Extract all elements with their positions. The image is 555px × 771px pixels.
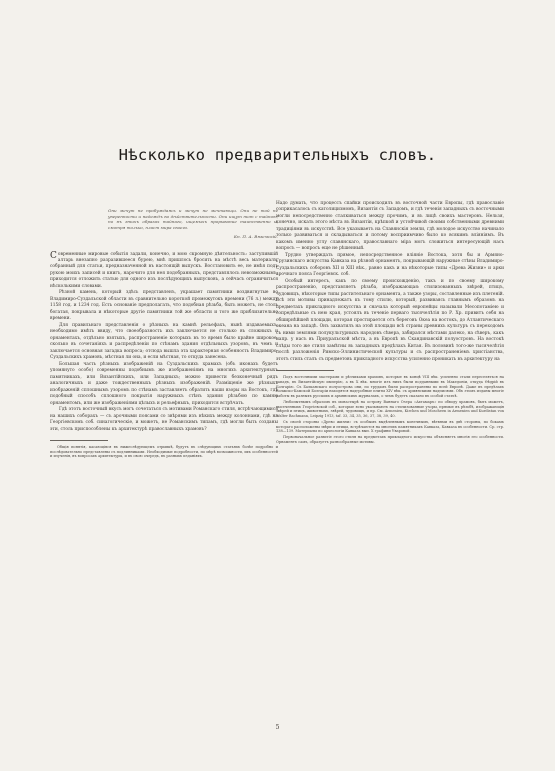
paragraph: Для правильнаго представленія о рѣзныхъ на камнѣ рельефахъ, нынѣ издаваемыхъ, необходимо имѣть ввиду, что своеобразность ихъ заключается не столько въ сложныхъ и орнаментахъ, отдѣльно взятыхъ, распространеніе которыхъ въ то время было крайне широкое, сколько въ сочетаніяхъ и распредѣленіи по стѣнамъ здания отдѣльныхъ узоровъ, въ чемъ и заключается основная загадка вопроса; отсюда вышла эта характерная особенность Владимиро-Суздальскихъ храмовъ, мѣстная ли она, и если мѣстная, то откуда занесена.: [50, 322, 278, 361]
footnote: Первоначальное развитіе этого стиля на предметахъ прикладного искусства объясняетъ многія его особенности. Орнаментъ самъ, образуетъ разнообразные мотивы.: [276, 435, 504, 444]
footnote: Любопытнымъ образомъ въ монастырѣ на острову Ваннаго Озера «Ахтамаръ» по обводу храмовъ, быть можетъ, высеченныхъ Георгіевской соб., которые ясно указываютъ на стилизованные узоры, прямые въ рѣзьбѣ, изображающія звѣрей и птицъ, животныхъ, звѣрей, чудовищъ, и пр. См. Armenien, Kirchen und Moscheen in Armenien und Kurdistan von Walter Bachmann, Leipzig 1913, taf. 33, 34, 35, 36, 37, 38, 39, 40.: [276, 399, 504, 418]
footnote: Подъ восточными мастерами и рѣзчиками храмовъ, которые въ концѣ VIII вѣк. усиленно стали переселяться на западъ, въ Византійскую имперію, а въ X вѣк. многіе изъ нихъ были подданными въ Македоніи, откуда Ѳѣдрій въ Болгарію. Съ Балканскаго полуострова они, по трудамъ были распространены по всей Европѣ. Даже въ предѣлахъ Волжско-Камской Болгаріи находятся надгробные плиты XIV вѣк. съ армянскими надписями. Объ этомъ изданы многіе работы въ разныхъ русскихъ и армянскихъ журналахъ, о чемъ будетъ сказано въ особой статьѣ.: [276, 375, 504, 398]
epigraph: [108, 208, 278, 240]
page-title: Нѣсколько предварительныхъ словъ.: [118, 146, 437, 164]
left-column: [50, 200, 278, 460]
page-number: 5: [275, 724, 280, 731]
footnote: Съ своей стороны «Древо жизни» съ особымъ выдѣленнымъ конечнымъ, вѣтвями въ двѣ стороны, по бокамъ котораго расположены звѣри и птицы, встрѣчаются на многихъ памятникахъ Кавказа, Кавказа въ особенности. Ср. стр. 138—139. Материалы по археологіи Кавказа вып. X графини Уваровой.: [276, 419, 504, 434]
footnote-divider: [50, 440, 108, 441]
paragraph: Современные мировые событія задали, конечно, и мою скромную дѣятельность: заступившій алтарь внезапно разразившееся бурею, мнѣ пришлось бросить на мѣстѣ весь материалъ, собранный для статьи, предназначенной въ настоящій выпускъ. Восстановить ее, не имѣя подъ рукою моихъ записей и книгъ, нарочито для нея подобранныхъ, представлялось невозможнымъ; приходится отложить статью для одного изъ послѣдующихъ выпусковъ, а сейчасъ ограничиться нѣсколькими словами.: [50, 250, 278, 289]
paragraph: Большая часть рѣзныхъ изображеній на Суздальскихъ храмахъ (объ иконахъ будетъ упомянуто особо) современны подобнымъ же изображеніямъ на многихъ архитектурныхъ памятникахъ, или Византійскихъ, или Западныхъ; можно привести безконечный рядъ аналогичныхъ и даже тождественныхъ рѣзныхъ изображеній. Разміщеніе же рѣзныхъ изображеній сплошнымъ узоромъ по стѣнамъ заставляетъ обратить наши взоры на Востокъ, гдѣ подобный способъ сплошного покрытія наружныхъ стѣнъ здания рѣзьбою по камню орнаментомъ, или же изображеніями цѣлыхъ и рельефныхъ, приходится встрѣчать.: [50, 361, 278, 406]
paragraph: Трудно утверждать прямое, непосредственное вліяніе Востока, хотя бы и Армяно-Грузинскаго искусства Кавказа на рѣзной орнаментъ, покрывающій наружные стѣны Владимиро-Суздальскихъ соборовъ XII и XIII вѣк., равно какъ и на нѣкоторые типы «Древа Жизни» и арки арочнаго пояса Георгіевск. соб.: [276, 252, 504, 278]
right-column: [276, 201, 504, 446]
paragraph: Особый интересъ, какъ по своему происхожденію, такъ и по своему широкому распространенію, представляетъ рѣзьба, изображающая: стилизованныхъ звѣрей, птицъ, чудовищъ, нѣкоторые типы растительнаго орнамента, а также узоры, составленные изъ плетеній. Всѣ эти мотивы принадлежатъ къ тому стилю, который, развиваясь главнымъ образомъ на предметахъ прикладного искусства и сначала который европейцы называли Месопотаміею и сопредѣльные съ нею края, устоялъ въ теченіе перваго тысячелѣтія по Р. Хр. привитъ себя на обширнѣйшей площади, которая простирается отъ береговъ Океа на востокъ, до Атлантическаго океана на западѣ. Онъ захватилъ на этой площади всѣ страны древнихъ культуръ съ переходомъ съ ними землями полукультурныхъ народовъ сѣвера, забирался мѣстами далеко, на сѣверъ, какъ напр. у насъ въ Приуральской мѣста, а въ Европѣ въ Скандинавскій полуостровъ. На востокѣ слѣды того же стиля замѣтны въ западныхъ предѣлахъ Китая. Въ половинѣ того-же тысячелѣтія послѣ разложенія Римско-Эллинистической культуры и съ распространеніемъ христіанства, этотъ стиль сталъ съ предметовъ прикладного искусства усиленно проникать въ архитектуру на: [276, 278, 504, 362]
paragraph: Надо думать, что процессъ спайки происходилъ въ восточной части Европы, гдѣ православіе соприкасалось съ католицизмомъ, Византія съ Западомъ, и гдѣ теченія западныхъ съ восточными могли непосредственно сталкиваться между прочимъ, и въ лицѣ своихъ мастеровъ. Нельзя, конечно, искать этого мѣста въ Византіи, крѣпкой и устойчивой своими собственными древними традиціями въ искусствѣ. Все указываетъ на Славянскія земли, гдѣ молодое искусство начинало только развиваться и складываться и потому восприимчиво было ко всякимъ вліяніямъ. Въ какомъ именно углу славянскаго, православнаго міра могъ сложиться интересующій насъ вопросъ — вопросъ еще не рѣшенный.: [276, 201, 504, 252]
epigraph-author: Кн. П. А. Вяземскій.: [233, 233, 278, 239]
epigraph-text: Они мечут не пробуждаясь и мечут не мечтающи. Они не той не уверенности и надеждъ во дѣйствительности. Они ищут тот с тайною, но въ этихъ образах тайнаго, ищемыхъ прорывание таинственно и, смотря только, пласт мира своего.: [108, 208, 278, 231]
footnote: Общія понятія, касающіяся въ нижеслѣдующемъ отрывкѣ, будутъ въ слѣдующихъ статьяхъ болѣе подробно и послѣдовательно представлены съ подлинниками. Необходимые подробности, по мѣрѣ возможности, ихъ особенностей и изученія, въ вопросахъ архитектуры, и въ свою очередь, въ разныхъ изданіяхъ.: [50, 445, 278, 459]
paragraph: Рѣзной камень, который здѣсь представленъ, украшает памятники воздвигнутые во Владимиро-Суздальской области въ сравнительно короткой промежутокъ времени (76 л.) между 1158 год. и 1234 год. Есть основаніе предполагать, что подобная рѣзьба, быть можетъ, не столь богатая, покрывала и нѣкоторые другіе памятники той же области и того же приблизительно времени.: [50, 290, 278, 322]
paragraph: Гдѣ этотъ восточный вкусъ могъ сочетаться съ мотивами Романскаго стиля, встрѣчающимися на нашихъ соборахъ — съ арочными поясами со звѣрями изъ нѣкихъ между колоннами, гдѣ на Георгіевскомъ соб. синагогическіе, и можетъ, не Романскимъ типамъ, гдѣ могли быть созданы эти, столь приспособлены къ архитектурѣ православныхъ храмовъ?: [50, 407, 278, 432]
footnote-divider: [276, 370, 334, 371]
